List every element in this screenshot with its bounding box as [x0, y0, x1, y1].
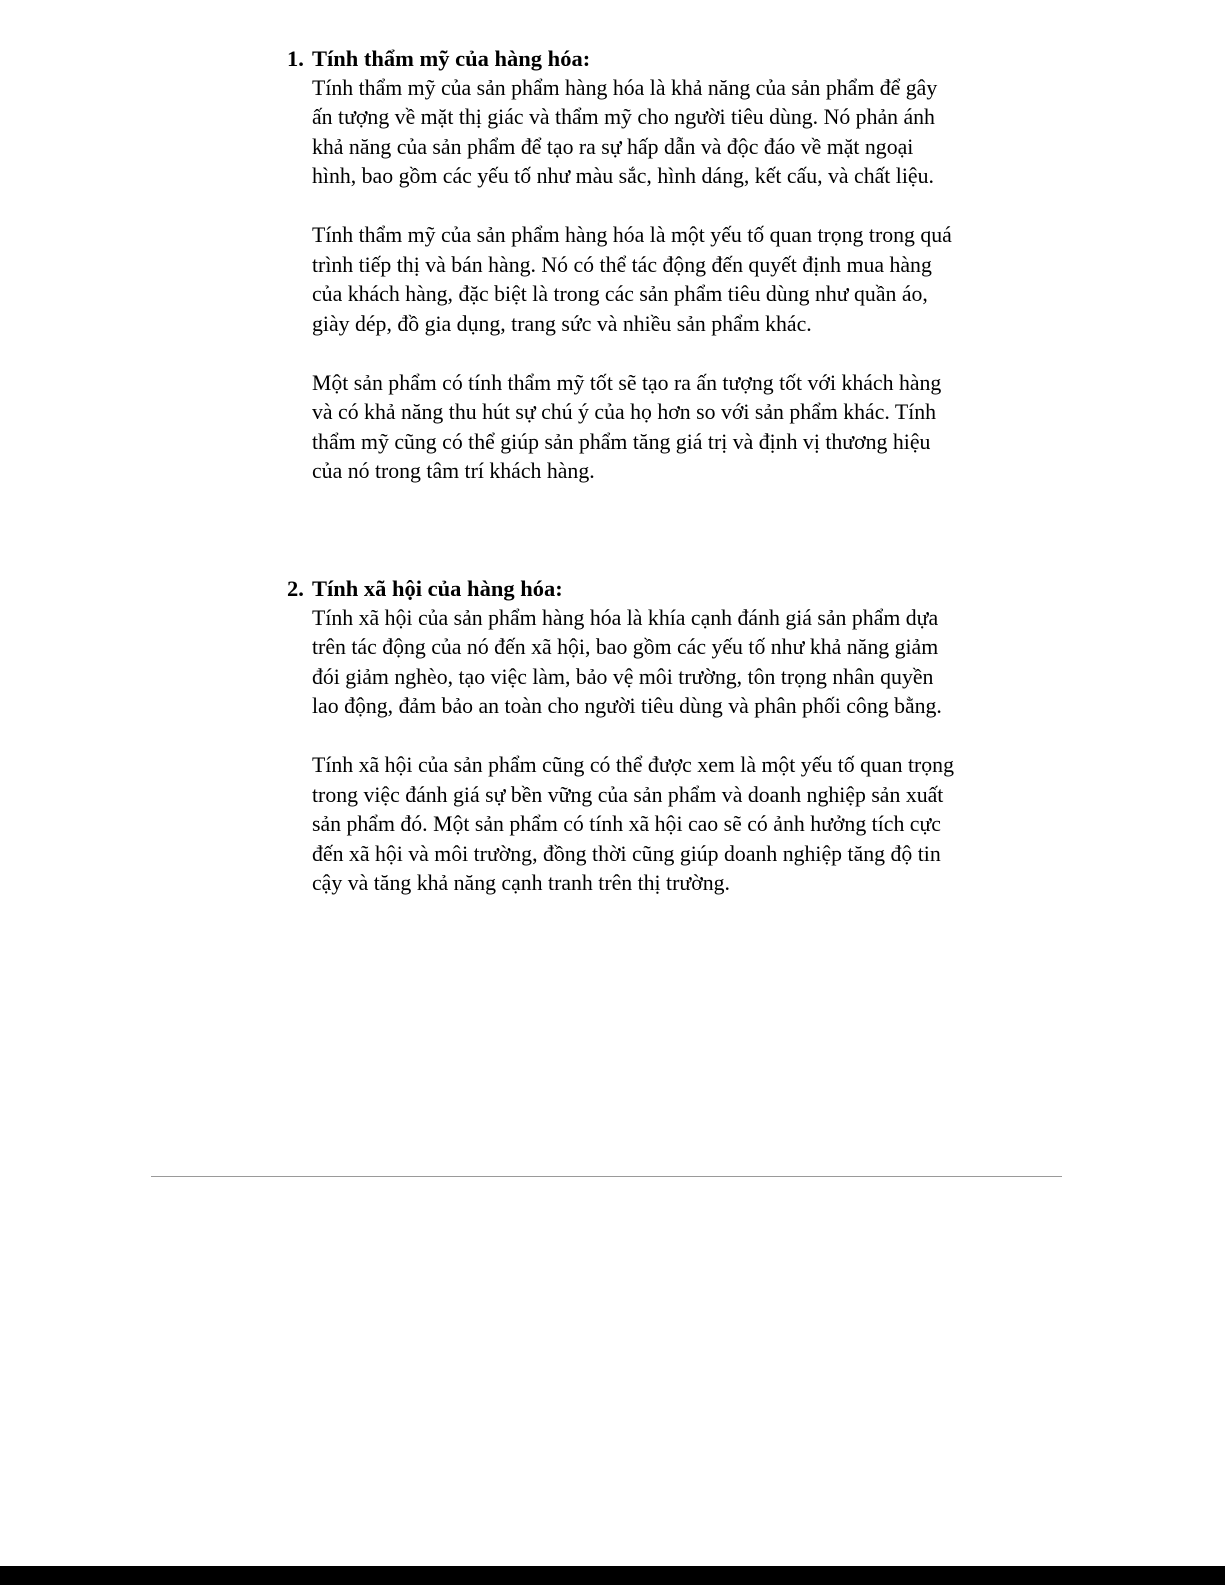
section-title: Tính xã hội của hàng hóa:: [312, 576, 563, 601]
section-number: 2.: [287, 576, 304, 601]
page-divider: [151, 1176, 1062, 1177]
paragraph: Tính thẩm mỹ của sản phẩm hàng hóa là một yếu tố quan trọng trong quá trình tiếp thị và bán hàng. Nó có thể tác động đến quyết định mua hàng của khách hàng, đặc biệt là trong các sản phẩm tiêu dùng như quần áo, giày dép, đồ gia dụng, trang sức và nhiều sản phẩm khác.: [312, 223, 952, 336]
paragraph: Tính xã hội của sản phẩm hàng hóa là khía cạnh đánh giá sản phẩm dựa trên tác động của nó đến xã hội, bao gồm các yếu tố như khả năng giảm đói giảm nghèo, tạo việc làm, bảo vệ môi trường, tôn trọng nhân quyền lao động, đảm bảo an toàn cho người tiêu dùng và phân phối công bằng.: [312, 605, 942, 718]
section-social: [287, 574, 967, 899]
paragraph: Một sản phẩm có tính thẩm mỹ tốt sẽ tạo ra ấn tượng tốt với khách hàng và có khả năng thu hút sự chú ý của họ hơn so với sản phẩm khác. Tính thẩm mỹ cũng có thể giúp sản phẩm tăng giá trị và định vị thương hiệu của nó trong tâm trí khách hàng.: [312, 370, 942, 483]
page-bottom-edge: [0, 1566, 1225, 1585]
section-number: 1.: [287, 46, 304, 71]
paragraph: Tính thẩm mỹ của sản phẩm hàng hóa là khả năng của sản phẩm để gây ấn tượng về mặt thị giác và thẩm mỹ cho người tiêu dùng. Nó phản ánh khả năng của sản phẩm để tạo ra sự hấp dẫn và độc đáo về mặt ngoại hình, bao gồm các yếu tố như màu sắc, hình dáng, kết cấu, và chất liệu.: [312, 75, 938, 188]
section-aesthetics: [287, 44, 967, 487]
section-heading: [287, 44, 967, 74]
section-heading: [287, 574, 967, 604]
paragraph: Tính xã hội của sản phẩm cũng có thể được xem là một yếu tố quan trọng trong việc đánh giá sự bền vững của sản phẩm và doanh nghiệp sản xuất sản phẩm đó. Một sản phẩm có tính xã hội cao sẽ có ảnh hưởng tích cực đến xã hội và môi trường, đồng thời cũng giúp doanh nghiệp tăng độ tin cậy và tăng khả năng cạnh tranh trên thị trường.: [312, 753, 954, 895]
section-title: Tính thẩm mỹ của hàng hóa:: [312, 46, 591, 71]
